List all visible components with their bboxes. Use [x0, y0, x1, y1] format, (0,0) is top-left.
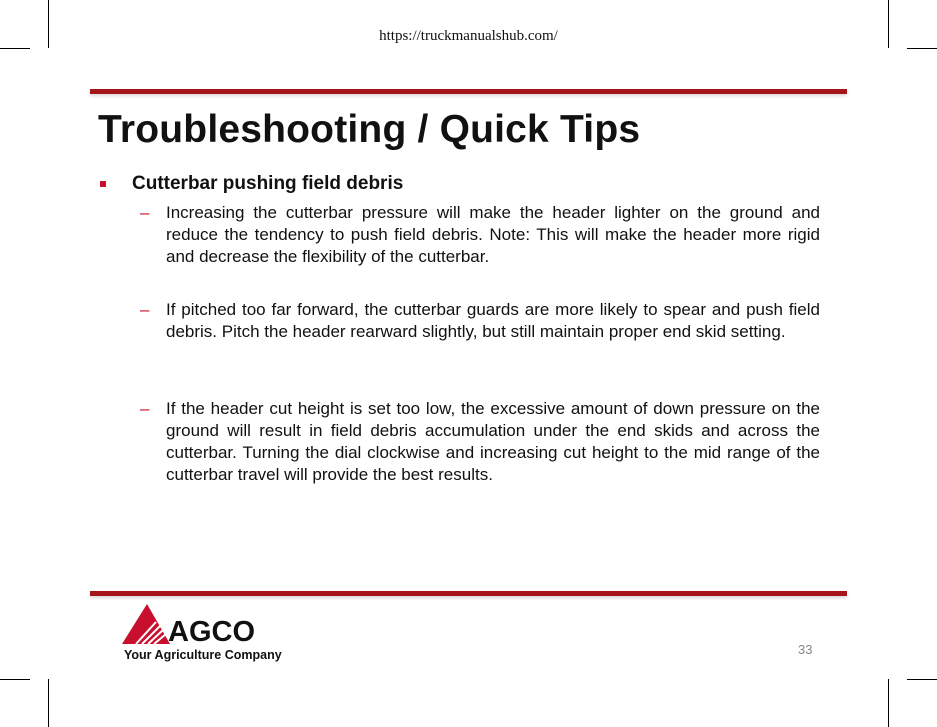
page-title: Troubleshooting / Quick Tips	[98, 108, 641, 151]
logo-wordmark: AGCO	[168, 616, 255, 648]
source-url[interactable]: https://truckmanualshub.com/	[379, 28, 558, 44]
sub-item-text: If the header cut height is set too low, the excessive amount of down pressure on the ground will result in field debris accumulation under the end skids and across the cutterbar. Turning the dial clockwise and increasing cut height to the mid range of the cutterbar travel will provide the best results.	[166, 399, 820, 484]
crop-mark	[0, 679, 30, 680]
agco-triangle-logo-icon	[122, 604, 172, 646]
dash-marker: –	[140, 300, 150, 319]
sub-item-text: Increasing the cutterbar pressure will make the header lighter on the ground and reduce the tendency to push field debris. Note: This will make the header more rigid and decrease the flexibility of the cutterbar.	[166, 203, 820, 266]
crop-mark	[48, 679, 49, 727]
crop-mark	[888, 679, 889, 727]
top-divider	[90, 89, 847, 94]
sub-item	[140, 202, 820, 268]
dash-marker: –	[140, 203, 150, 222]
crop-mark	[0, 48, 30, 49]
square-bullet-icon	[100, 181, 106, 187]
bullet-heading: Cutterbar pushing field debris	[132, 173, 404, 194]
page-number: 33	[798, 642, 813, 657]
crop-mark	[907, 679, 937, 680]
agco-logo	[122, 604, 282, 666]
dash-marker: –	[140, 399, 150, 418]
logo-tagline: Your Agriculture Company	[124, 648, 282, 662]
sub-item	[140, 299, 820, 343]
crop-mark	[907, 48, 937, 49]
sub-item	[140, 398, 820, 486]
sub-item-text: If pitched too far forward, the cutterbar guards are more likely to spear and push field debris. Pitch the header rearward slightly, but still maintain proper end skid setting.	[166, 300, 820, 341]
bullet-item	[98, 173, 847, 195]
bottom-divider	[90, 591, 847, 596]
